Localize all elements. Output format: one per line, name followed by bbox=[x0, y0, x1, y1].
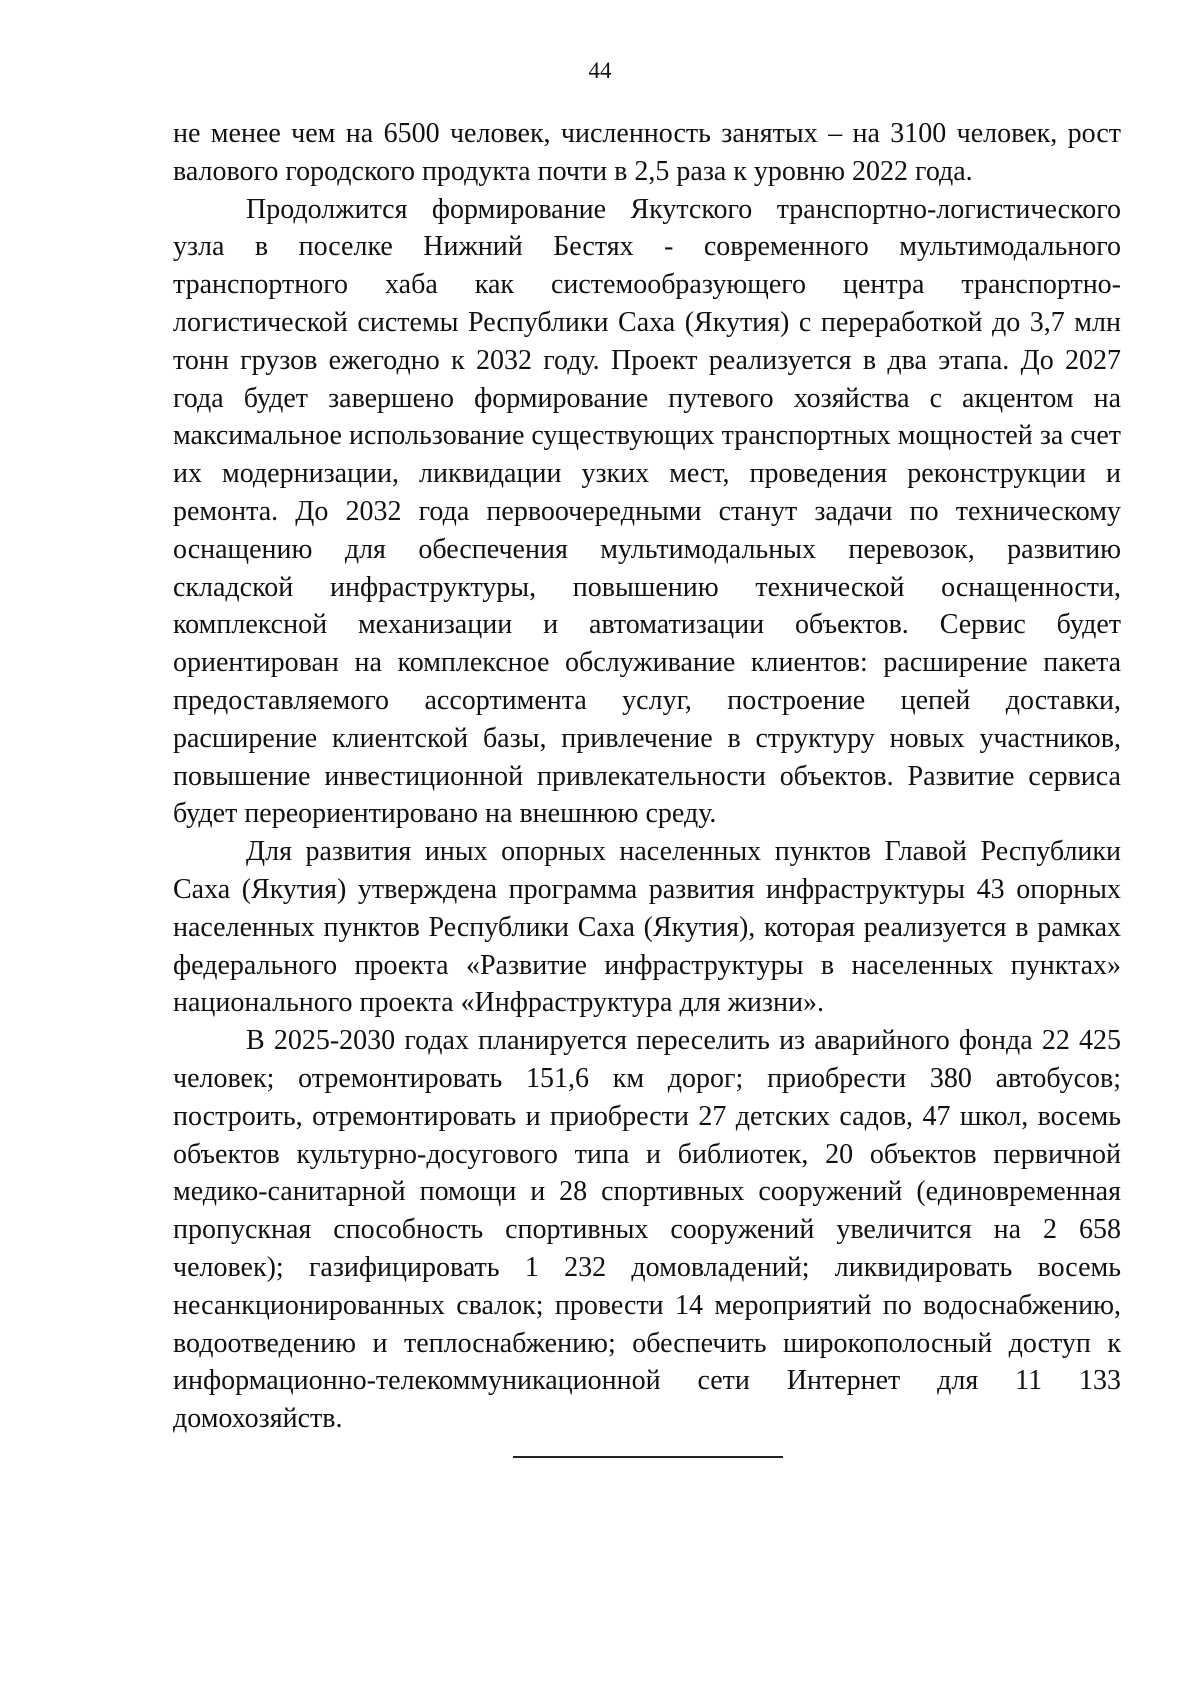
paragraph-continued: не менее чем на 6500 человек, численность занятых – на 3100 человек, рост валового городского продукта почти в 2,5 раза к уровню 2022 года. bbox=[173, 118, 1121, 187]
page-number: 44 bbox=[588, 58, 612, 83]
document-body bbox=[173, 115, 1121, 1438]
paragraph-transport-hub: Продолжится формирование Якутского транспортно-логистического узла в поселке Нижний Бестях - современного мультимодального транспортного хаба как системообразующего центра транспортно-логистической системы Республики Саха (Якутия) с переработкой до 3,7 млн тонн грузов ежегодно к 2032 году. Проект реализуется в два этапа. До 2027 года будет завершено формирование путевого хозяйства с акцентом на максимальное использование существующих транспортных мощностей за счет их модернизации, ликвидации узких мест, проведения реконструкции и ремонта. До 2032 года первоочередными станут задачи по техническому оснащению для обеспечения мультимодальных перевозок, развитию складской инфраструктуры, повышению технической оснащенности, комплексной механизации и автоматизации объектов. Сервис будет ориентирован на комплексное обслуживание клиентов: расширение пакета предоставляемого ассортимента услуг, построение цепей доставки, расширение клиентской базы, привлечение в структуру новых участников, повышение инвестиционной привлекательности объектов. Развитие сервиса будет переориентировано на внешнюю среду. bbox=[173, 193, 1121, 830]
paragraph-2025-2030-plans: В 2025-2030 годах планируется переселить из аварийного фонда 22 425 человек; отремонтировать 151,6 км дорог; приобрести 380 автобусов; построить, отремонтировать и приобрести 27 детских садов, 47 школ, восемь объектов культурно-досугового типа и библиотек, 20 объектов первичной медико-санитарной помощи и 28 спортивных сооружений (единовременная пропускная способность спортивных сооружений увеличится на 2 658 человек); газифицировать 1 232 домовладений; ликвидировать восемь несанкционированных свалок; провести 14 мероприятий по водоснабжению, водоотведению и теплоснабжению; обеспечить широкополосный доступ к информационно-телекоммуникационной сети Интернет для 11 133 домохозяйств. bbox=[173, 1025, 1121, 1435]
paragraph-infrastructure-program: Для развития иных опорных населенных пунктов Главой Республики Саха (Якутия) утверждена программа развития инфраструктуры 43 опорных населенных пунктов Республики Саха (Якутия), которая реализуется в рамках федерального проекта «Развитие инфраструктуры в населенных пунктах» национального проекта «Инфраструктура для жизни». bbox=[173, 836, 1121, 1019]
end-of-section-rule bbox=[513, 1456, 783, 1458]
